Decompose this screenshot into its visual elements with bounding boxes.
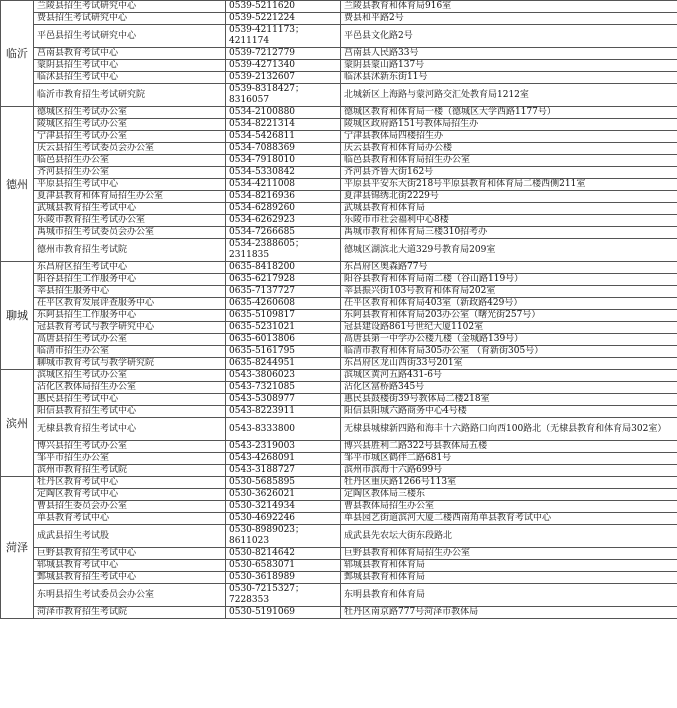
address-cell: 费县和平路2号	[341, 13, 677, 25]
phone-cell: 0534-6289260	[226, 203, 341, 215]
office-name-cell: 菏泽市教育招生考试院	[34, 607, 226, 619]
address-cell: 巨野县教育和体育局招生办公室	[341, 548, 677, 560]
table-row	[1, 584, 677, 607]
office-name-cell: 惠民县招生考试中心	[34, 394, 226, 406]
table-row	[1, 560, 677, 572]
phone-cell: 0534-2100880	[226, 107, 341, 119]
address-cell: 北城新区上海路与蒙河路交汇处教育局1212室	[341, 84, 677, 107]
table-row	[1, 274, 677, 286]
table-row	[1, 131, 677, 143]
address-cell: 蒙阴县蒙山路137号	[341, 60, 677, 72]
phone-cell: 0543-4268091	[226, 453, 341, 465]
address-cell: 禹城市教育和体育局三楼310招考办	[341, 227, 677, 239]
office-name-cell: 莒南县教育考试中心	[34, 48, 226, 60]
address-cell: 定陶区教体局三楼东	[341, 489, 677, 501]
phone-cell: 0543-7321085	[226, 382, 341, 394]
phone-cell: 0530-5191069	[226, 607, 341, 619]
table-row	[1, 155, 677, 167]
table-row	[1, 370, 677, 382]
office-name-cell: 费县招生考试研究中心	[34, 13, 226, 25]
phone-cell: 0530-3214934	[226, 501, 341, 513]
office-name-cell: 宁津县招生考试办公室	[34, 131, 226, 143]
address-cell: 临清市教育和体育局305办公室 （育新街305号）	[341, 346, 677, 358]
office-name-cell: 无棣县教育招生考试中心	[34, 418, 226, 441]
phone-cell: 0635-8244951	[226, 358, 341, 370]
office-name-cell: 平原县招生考试中心	[34, 179, 226, 191]
address-cell: 东明县教育和体育局	[341, 584, 677, 607]
address-cell: 武城县教育和体育局	[341, 203, 677, 215]
address-cell: 滨城区黄河五路431-6号	[341, 370, 677, 382]
address-cell: 德城区湖滨北大道329号教育局209室	[341, 239, 677, 262]
table-row	[1, 453, 677, 465]
address-cell: 乐陵市市社会福利中心8楼	[341, 215, 677, 227]
table-row	[1, 298, 677, 310]
table-row	[1, 382, 677, 394]
table-row	[1, 358, 677, 370]
phone-cell: 0543-5308977	[226, 394, 341, 406]
table-row	[1, 48, 677, 60]
table-row	[1, 179, 677, 191]
phone-cell: 0534-7088369	[226, 143, 341, 155]
table-row	[1, 548, 677, 560]
office-name-cell: 东昌府区招生考试中心	[34, 262, 226, 274]
office-name-cell: 阳信县教育招生考试中心	[34, 406, 226, 418]
phone-cell: 0530-6583071	[226, 560, 341, 572]
address-cell: 沾化区富桥路345号	[341, 382, 677, 394]
address-cell: 临邑县教育和体育局招生办公室	[341, 155, 677, 167]
address-cell: 高唐县第一中学办公楼九楼（金城路139号）	[341, 334, 677, 346]
city-cell: 聊城	[1, 262, 34, 370]
table-row	[1, 322, 677, 334]
office-name-cell: 乐陵市教育招生考试办公室	[34, 215, 226, 227]
office-name-cell: 临沂市教育招生考试研究院	[34, 84, 226, 107]
phone-cell: 0530-7215327； 7228353	[226, 584, 341, 607]
table-row	[1, 477, 677, 489]
address-cell: 无棣县城棣新四路和海丰十六路路口向西100路北（无棣县教育和体育局302室）	[341, 418, 677, 441]
address-cell: 郓城县教育和体育局	[341, 560, 677, 572]
office-name-cell: 茌平区教育发展评查服务中心	[34, 298, 226, 310]
office-name-cell: 阳谷县招生工作服务中心	[34, 274, 226, 286]
phone-cell: 0534-6262923	[226, 215, 341, 227]
office-name-cell: 滨城区招生考试办公室	[34, 370, 226, 382]
table-row	[1, 1, 677, 13]
address-cell: 滨州市滨海十六路699号	[341, 465, 677, 477]
phone-cell: 0635-6013806	[226, 334, 341, 346]
office-name-cell: 平邑县招生考试研究中心	[34, 25, 226, 48]
table-row	[1, 227, 677, 239]
phone-cell: 0543-8333800	[226, 418, 341, 441]
office-name-cell: 单县教育考试中心	[34, 513, 226, 525]
office-name-cell: 邹平市招生办公室	[34, 453, 226, 465]
phone-cell: 0539-7212779	[226, 48, 341, 60]
address-cell: 牡丹区重庆路1266号113室	[341, 477, 677, 489]
table-row	[1, 13, 677, 25]
table-row	[1, 525, 677, 548]
phone-cell: 0534-5426811	[226, 131, 341, 143]
table-row	[1, 239, 677, 262]
office-name-cell: 聊城市教育考试与教学研究院	[34, 358, 226, 370]
office-name-cell: 临邑县招生办公室	[34, 155, 226, 167]
address-cell: 曹县教体局招生办公室	[341, 501, 677, 513]
address-cell: 东昌府区龙山西街33号201室	[341, 358, 677, 370]
address-cell: 冠县建设路861号世纪大厦1102室	[341, 322, 677, 334]
address-cell: 鄄城县教育和体育局	[341, 572, 677, 584]
table-row	[1, 84, 677, 107]
address-cell: 临沭县沭新东街11号	[341, 72, 677, 84]
phone-cell: 0530-8989023； 8611023	[226, 525, 341, 548]
address-cell: 平原县平安东大街218号平原县教育和体育局二楼西侧211室	[341, 179, 677, 191]
address-cell: 平邑县文化路2号	[341, 25, 677, 48]
city-cell: 德州	[1, 107, 34, 262]
directory-body	[1, 1, 677, 619]
phone-cell: 0539-4211173； 4211174	[226, 25, 341, 48]
office-name-cell: 德城区招生考试办公室	[34, 107, 226, 119]
table-row	[1, 215, 677, 227]
phone-cell: 0534-8221314	[226, 119, 341, 131]
phone-cell: 0539-8318427； 8316057	[226, 84, 341, 107]
office-name-cell: 定陶区教育考试中心	[34, 489, 226, 501]
phone-cell: 0635-4260608	[226, 298, 341, 310]
table-row	[1, 607, 677, 619]
office-name-cell: 陵城区招生考试办公室	[34, 119, 226, 131]
office-name-cell: 沾化区教体局招生办公室	[34, 382, 226, 394]
phone-cell: 0530-3618989	[226, 572, 341, 584]
phone-cell: 0539-2132607	[226, 72, 341, 84]
address-cell: 东昌府区奥森路77号	[341, 262, 677, 274]
address-cell: 兰陵县教育和体育局916室	[341, 1, 677, 13]
phone-cell: 0534-5330842	[226, 167, 341, 179]
address-cell: 惠民县鼓楼街39号教体局二楼218室	[341, 394, 677, 406]
office-name-cell: 庆云县招生考试委员会办公室	[34, 143, 226, 155]
phone-cell: 0635-5231021	[226, 322, 341, 334]
phone-cell: 0635-6217928	[226, 274, 341, 286]
city-cell: 滨州	[1, 370, 34, 477]
address-cell: 夏津县锦绣北街2229号	[341, 191, 677, 203]
phone-cell: 0539-5211620	[226, 1, 341, 13]
phone-cell: 0534-2388605； 2311835	[226, 239, 341, 262]
office-name-cell: 禹城市招生考试委员会办公室	[34, 227, 226, 239]
address-cell: 德城区教育和体育局一楼（德城区大学西路1177号）	[341, 107, 677, 119]
office-name-cell: 东明县招生考试委员会办公室	[34, 584, 226, 607]
city-cell: 临沂	[1, 1, 34, 107]
address-cell: 齐河县齐鲁大街162号	[341, 167, 677, 179]
office-name-cell: 冠县教育考试与教学研究中心	[34, 322, 226, 334]
table-row	[1, 441, 677, 453]
table-row	[1, 143, 677, 155]
table-row	[1, 489, 677, 501]
table-row	[1, 262, 677, 274]
address-cell: 成武县先农坛大街东段路北	[341, 525, 677, 548]
table-row	[1, 406, 677, 418]
table-row	[1, 501, 677, 513]
phone-cell: 0530-4692246	[226, 513, 341, 525]
address-cell: 庆云县教育和体育局办公楼	[341, 143, 677, 155]
phone-cell: 0543-3188727	[226, 465, 341, 477]
office-name-cell: 临清市招生办公室	[34, 346, 226, 358]
phone-cell: 0534-8216936	[226, 191, 341, 203]
office-name-cell: 巨野县教育招生考试中心	[34, 548, 226, 560]
phone-cell: 0543-2319003	[226, 441, 341, 453]
table-row	[1, 394, 677, 406]
office-name-cell: 高唐县招生考试办公室	[34, 334, 226, 346]
phone-cell: 0635-5161795	[226, 346, 341, 358]
office-name-cell: 临沭县招生考试中心	[34, 72, 226, 84]
address-cell: 东阿县教育和体育局203办公室（曙光街257号）	[341, 310, 677, 322]
office-name-cell: 郓城县教育考试中心	[34, 560, 226, 572]
phone-cell: 0543-3806023	[226, 370, 341, 382]
table-row	[1, 25, 677, 48]
office-name-cell: 鄄城县教育招生考试中心	[34, 572, 226, 584]
phone-cell: 0635-7137727	[226, 286, 341, 298]
office-name-cell: 曹县招生委员会办公室	[34, 501, 226, 513]
table-row	[1, 203, 677, 215]
office-name-cell: 兰陵县招生考试研究中心	[34, 1, 226, 13]
office-name-cell: 博兴县招生考试办公室	[34, 441, 226, 453]
phone-cell: 0530-3626021	[226, 489, 341, 501]
phone-cell: 0635-5109817	[226, 310, 341, 322]
office-name-cell: 齐河县招生办公室	[34, 167, 226, 179]
table-row	[1, 513, 677, 525]
table-row	[1, 107, 677, 119]
city-cell: 菏泽	[1, 477, 34, 619]
office-name-cell: 莘县招生服务中心	[34, 286, 226, 298]
phone-cell: 0534-7266685	[226, 227, 341, 239]
phone-cell: 0539-4271340	[226, 60, 341, 72]
table-row	[1, 572, 677, 584]
office-name-cell: 蒙阴县招生考试中心	[34, 60, 226, 72]
address-cell: 莒南县人民路33号	[341, 48, 677, 60]
table-row	[1, 310, 677, 322]
table-row	[1, 167, 677, 179]
address-cell: 陵城区政府路151号教体局招生办	[341, 119, 677, 131]
office-name-cell: 夏津县教育和体育局招生办公室	[34, 191, 226, 203]
address-cell: 牡丹区南京路777号菏泽市教体局	[341, 607, 677, 619]
phone-cell: 0534-4211008	[226, 179, 341, 191]
address-cell: 茌平区教育和体育局403室（新政路429号）	[341, 298, 677, 310]
table-row	[1, 334, 677, 346]
table-row	[1, 418, 677, 441]
phone-cell: 0530-8214642	[226, 548, 341, 560]
table-row	[1, 191, 677, 203]
office-name-cell: 成武县招生考试股	[34, 525, 226, 548]
address-cell: 阳谷县教育和体育局南二楼（谷山路119号）	[341, 274, 677, 286]
address-cell: 单县园艺街道滨河大厦二楼西南角单县教育考试中心	[341, 513, 677, 525]
table-row	[1, 119, 677, 131]
office-name-cell: 东阿县招生工作服务中心	[34, 310, 226, 322]
phone-cell: 0530-5685895	[226, 477, 341, 489]
table-row	[1, 346, 677, 358]
table-row	[1, 286, 677, 298]
table-row	[1, 60, 677, 72]
table-row	[1, 72, 677, 84]
office-name-cell: 武城县教育招生考试中心	[34, 203, 226, 215]
office-name-cell: 滨州市教育招生考试院	[34, 465, 226, 477]
phone-cell: 0539-5221224	[226, 13, 341, 25]
address-cell: 邹平市城区鹤伴二路681号	[341, 453, 677, 465]
address-cell: 莘县振兴街103号教育和体育局202室	[341, 286, 677, 298]
address-cell: 博兴县胜利二路322号县教体局五楼	[341, 441, 677, 453]
office-name-cell: 德州市教育招生考试院	[34, 239, 226, 262]
address-cell: 宁津县教体局四楼招生办	[341, 131, 677, 143]
phone-cell: 0635-8418200	[226, 262, 341, 274]
address-cell: 阳信县阳城六路商务中心4号楼	[341, 406, 677, 418]
phone-cell: 0543-8223911	[226, 406, 341, 418]
phone-cell: 0534-7918010	[226, 155, 341, 167]
office-name-cell: 牡丹区教育考试中心	[34, 477, 226, 489]
table-row	[1, 465, 677, 477]
